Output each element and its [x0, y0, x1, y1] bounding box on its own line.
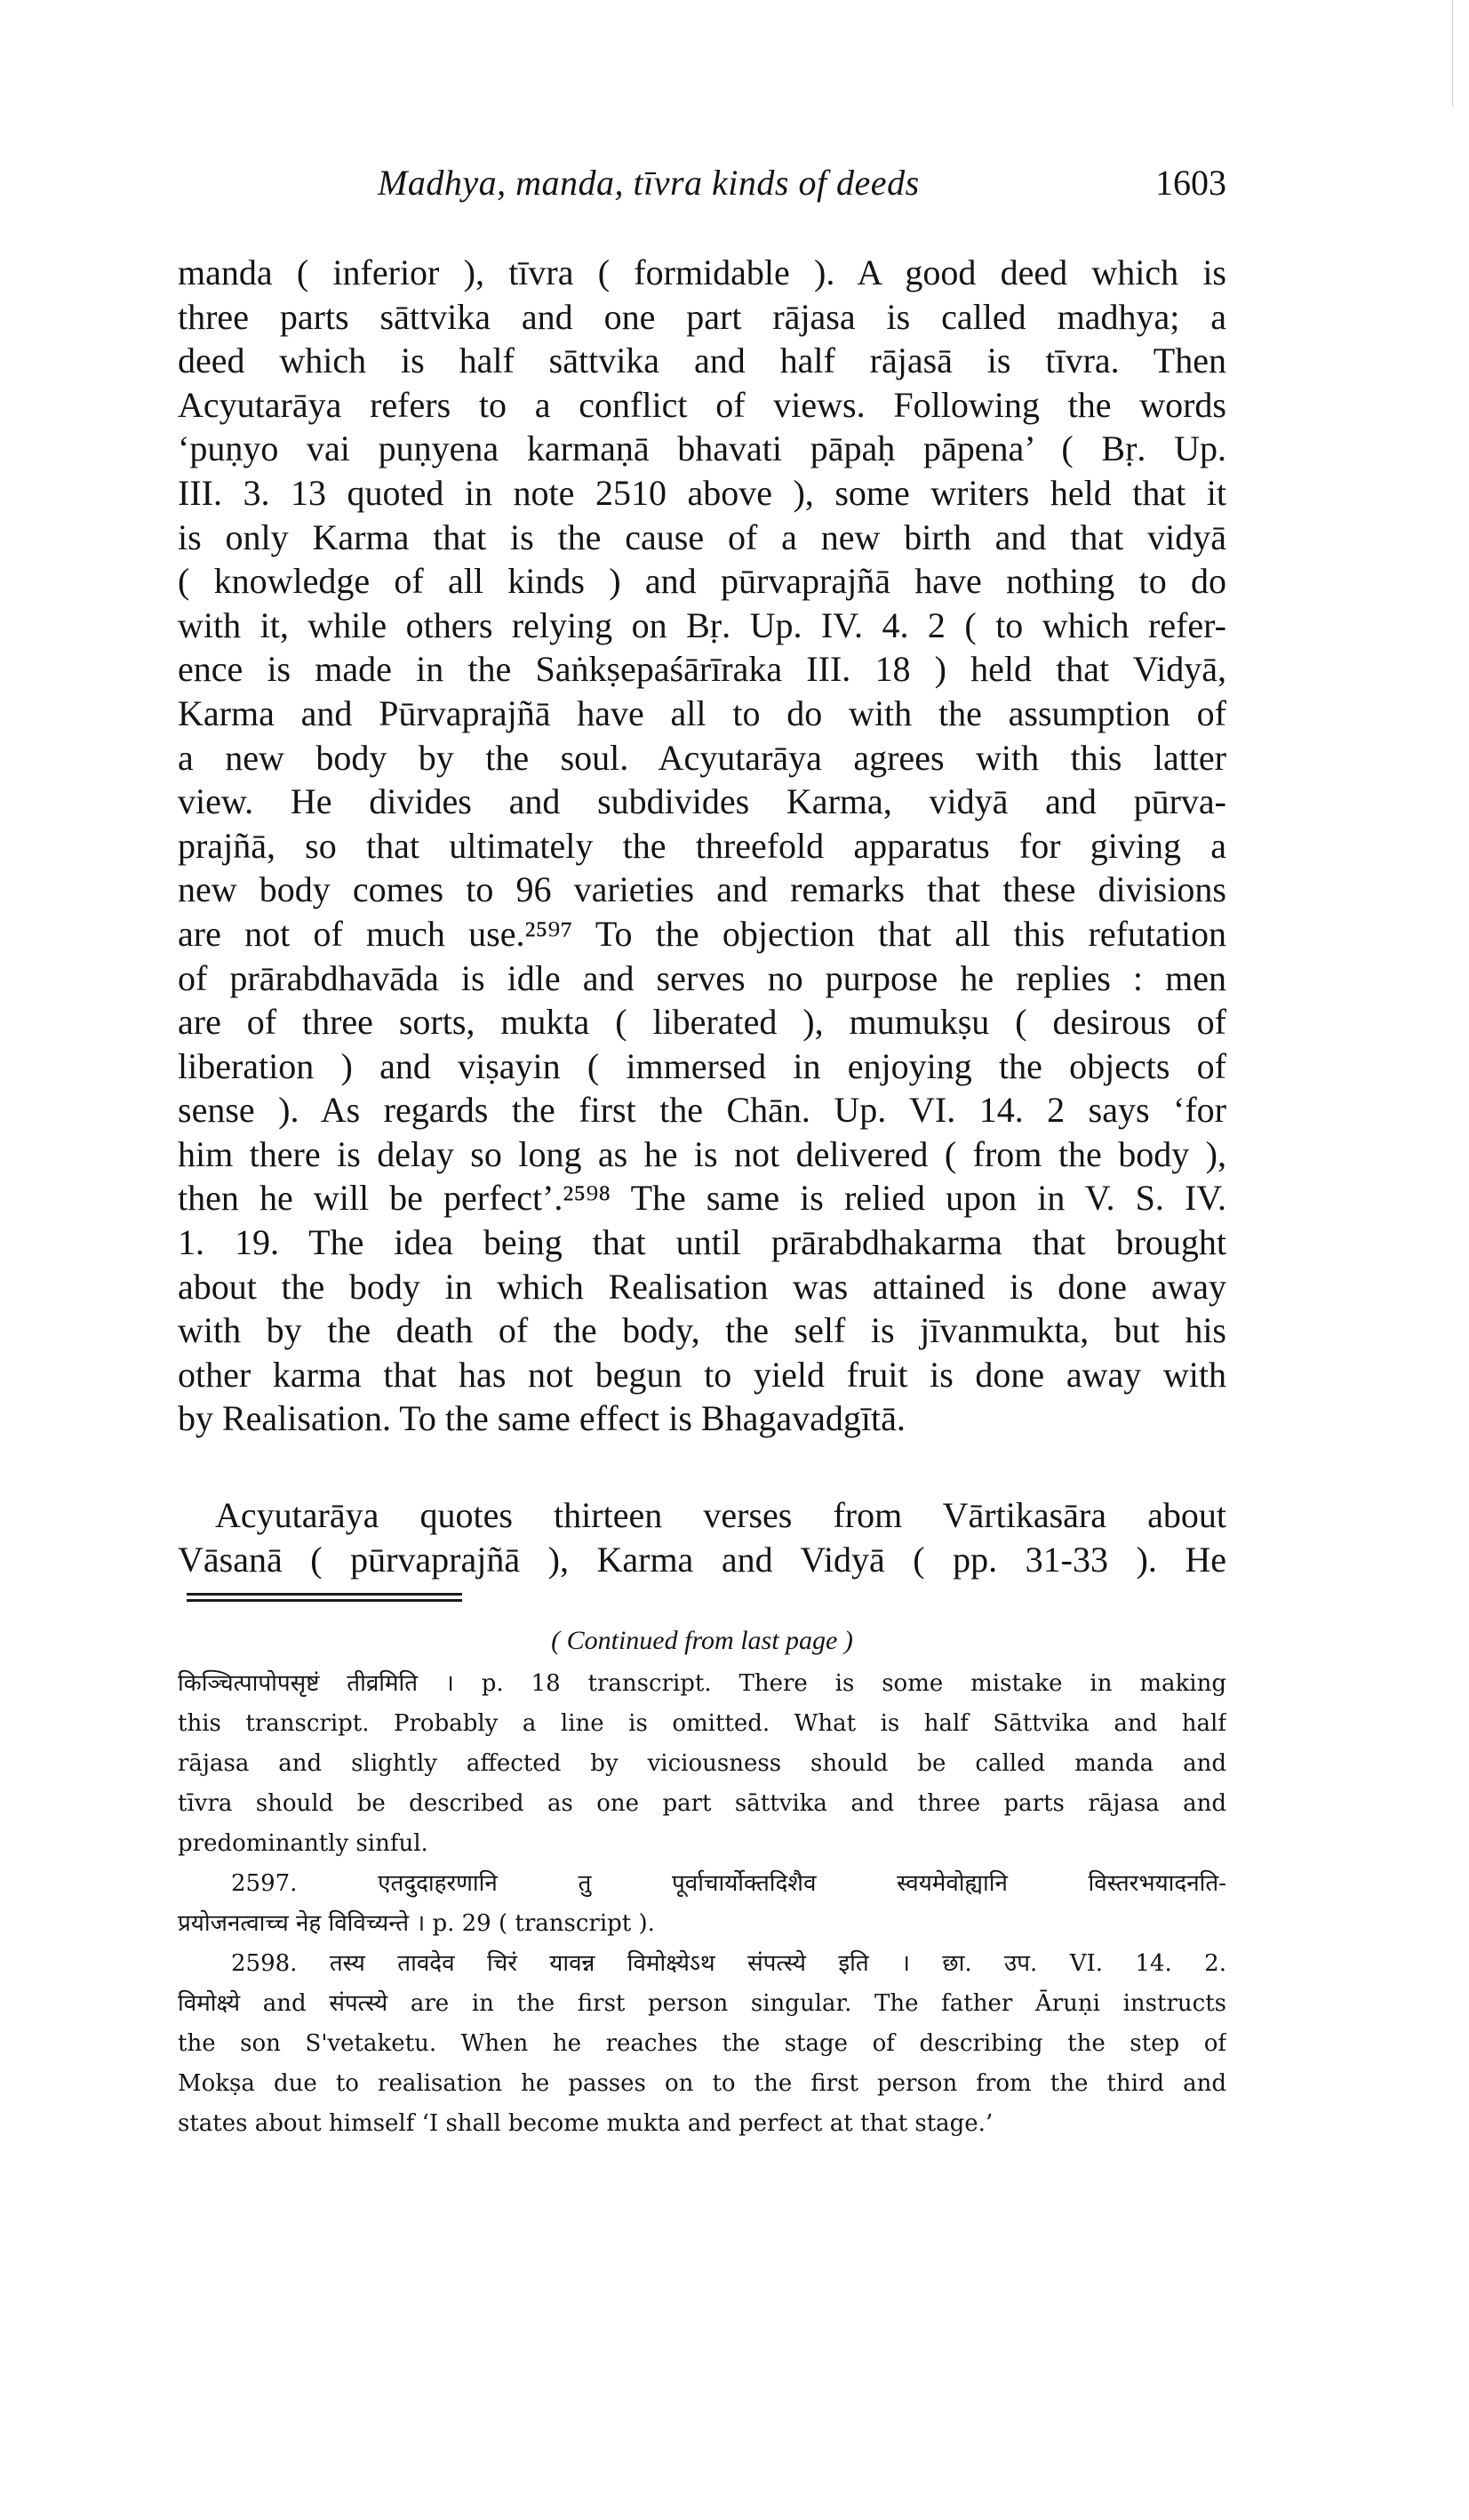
text-line: ‘puṇyo vai puṇyena karmaṇā bhavati pāpaḥ pāpena’ ( Bṛ. Up. — [178, 428, 1226, 469]
footnote-line: किञ्चित्पापोपसृष्टं तीव्रमिति । p. 18 transcript. There is some mistake in making — [178, 1670, 1226, 1697]
text-line: of prārabdhavāda is idle and serves no purpose he replies : men — [178, 957, 1226, 998]
text-line: new body comes to 96 varieties and remarks that these divisions — [178, 869, 1226, 910]
text-line: sense ). As regards the first the Chān. Up. VI. 14. 2 says ‘for — [178, 1090, 1226, 1131]
footnote-separator-rule — [187, 1593, 462, 1596]
page-header — [178, 162, 1226, 215]
text-line: by Realisation. To the same effect is Bhagavadgītā. — [178, 1398, 906, 1439]
footnote-line: rājasa and slightly affected by viciousness should be called manda and — [178, 1750, 1226, 1777]
footnote-line: this transcript. Probably a line is omitted. What is half Sāttvika and half — [178, 1710, 1226, 1737]
paragraph-2 — [178, 1493, 1226, 1581]
footnote-line: tīvra should be described as one part sāttvika and three parts rājasa and — [178, 1790, 1226, 1817]
text-line: are of three sorts, mukta ( liberated ), mumukṣu ( desirous of — [178, 1002, 1226, 1043]
text-line: Karma and Pūrvaprajñā have all to do with the assumption of — [178, 692, 1226, 733]
text-line: view. He divides and subdivides Karma, vidyā and pūrva- — [178, 781, 1226, 822]
footnote-2598: 2598. तस्य तावदेव चिरं यावन्न विमोक्ष्येऽथ संपत्स्ये इति । छा. उप. VI. 14. 2. — [231, 1950, 1226, 1977]
text-line: with it, while others relying on Bṛ. Up. IV. 4. 2 ( to which refer- — [178, 604, 1226, 645]
footnote-2597: 2597. एतदुदाहरणानि तु पूर्वाचार्योक्तदिशैव स्वयमेवोह्यानि विस्तरभयादनति- — [231, 1870, 1226, 1897]
footnote-line: विमोक्ष्ये and संपत्स्ये are in the first person singular. The father Āruṇi instructs — [178, 1990, 1226, 2017]
text-line: him there is delay so long as he is not delivered ( from the body ), — [178, 1133, 1226, 1174]
text-line: a new body by the soul. Acyutarāya agrees with this latter — [178, 737, 1226, 778]
scan-edge-mark — [1452, 0, 1453, 107]
text-line: are not of much use.²⁵⁹⁷ To the objection that all this refutation — [178, 913, 1226, 954]
text-line: about the body in which Realisation was attained is done away — [178, 1266, 1226, 1307]
footnote-line: प्रयोजनत्वाच्च नेह विविच्यन्ते । p. 29 ( transcript ). — [178, 1910, 655, 1937]
text-line: Acyutarāya quotes thirteen verses from Vārtikasāra about — [215, 1495, 1226, 1535]
text-line: Acyutarāya refers to a conflict of views. Following the words — [178, 384, 1226, 425]
page-number: 1603 — [1155, 163, 1226, 203]
text-line: is only Karma that is the cause of a new birth and that vidyā — [178, 516, 1226, 557]
footnote-separator-rule — [187, 1599, 462, 1602]
paragraph-1 — [178, 251, 1226, 1441]
running-title: Madhya, manda, tīvra kinds of deeds — [378, 163, 920, 203]
text-line: manda ( inferior ), tīvra ( formidable ). A good deed which is — [178, 252, 1226, 292]
text-line: ( knowledge of all kinds ) and pūrvaprajñā have nothing to do — [178, 561, 1226, 602]
text-line: other karma that has not begun to yield fruit is done away with — [178, 1354, 1226, 1395]
footnotes — [178, 1618, 1226, 2144]
footnote-continued-label: ( Continued from last page ) — [551, 1626, 853, 1655]
footnote-line: states about himself ‘I shall become mukta and perfect at that stage.’ — [178, 2110, 994, 2137]
text-line: Vāsanā ( pūrvaprajñā ), Karma and Vidyā ( pp. 31-33 ). He — [178, 1539, 1226, 1580]
footnote-line: predominantly sinful. — [178, 1830, 428, 1857]
text-line: deed which is half sāttvika and half rājasā is tīvra. Then — [178, 340, 1226, 381]
text-line: three parts sāttvika and one part rājasa is called madhya; a — [178, 296, 1226, 337]
text-line: then he will be perfect’.²⁵⁹⁸ The same is relied upon in V. S. IV. — [178, 1178, 1226, 1219]
footnote-line: Mokṣa due to realisation he passes on to the first person from the third and — [178, 2070, 1226, 2097]
text-line: with by the death of the body, the self is jīvanmukta, but his — [178, 1310, 1226, 1351]
text-line: ence is made in the Saṅkṣepaśārīraka III. 18 ) held that Vidyā, — [178, 649, 1226, 690]
text-line: liberation ) and viṣayin ( immersed in enjoying the objects of — [178, 1045, 1226, 1086]
text-line: 1. 19. The idea being that until prārabdhakarma that brought — [178, 1222, 1226, 1263]
text-line: prajñā, so that ultimately the threefold apparatus for giving a — [178, 825, 1226, 866]
footnote-line: the son S'vetaketu. When he reaches the stage of describing the step of — [178, 2030, 1226, 2057]
text-line: III. 3. 13 quoted in note 2510 above ), some writers held that it — [178, 472, 1226, 513]
